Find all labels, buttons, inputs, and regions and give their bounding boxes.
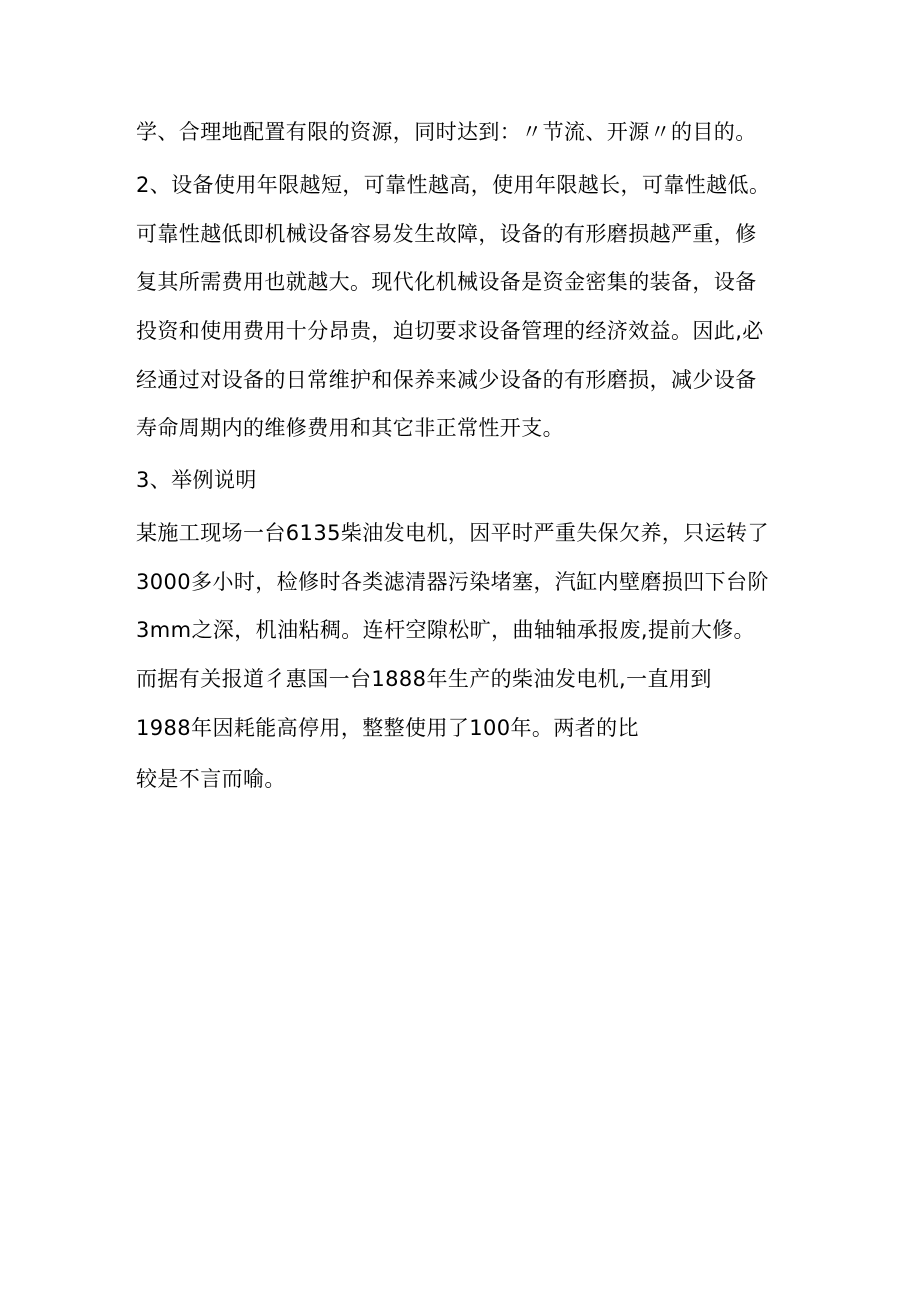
text-line-5: 投资和使用费用十分昂贵，迫切要求设备管理的经济效益。因此,必 [136, 319, 764, 343]
text-line-6: 经通过对设备的日常维护和保养来减少设备的有形磨损，减少设备 [136, 368, 757, 392]
section-heading: 3、举例说明 [136, 468, 257, 492]
text-line-12: 而据有关报道彳惠国一台1888年生产的柴油发电机,一直用到 [136, 667, 712, 691]
text-line-1: 学、合理地配置有限的资源，同时达到：〃节流、开源〃的目的。 [136, 120, 757, 144]
text-line-14: 较是不言而喻。 [136, 767, 286, 791]
text-line-11: 3mm之深，机油粘稠。连杆空隙松旷，曲轴轴承报废,提前大修。 [136, 618, 755, 642]
text-line-10: 3000多小时，检修时各类滤清器污染堵塞，汽缸内壁磨损凹下台阶 [136, 570, 769, 594]
text-line-4: 复其所需费用也就越大。现代化机械设备是资金密集的装备，设备 [136, 270, 757, 294]
text-line-3: 可靠性越低即机械设备容易发生故障，设备的有形磨损越严重，修 [136, 222, 757, 246]
text-line-13: 1988年因耗能高停用，整整使用了100年。两者的比 [136, 716, 639, 740]
text-line-2: 2、设备使用年限越短，可靠性越高，使用年限越长，可靠性越低。 [136, 173, 771, 197]
text-line-7: 寿命周期内的维修费用和其它非正常性开支。 [136, 416, 564, 440]
text-line-9: 某施工现场一台6135柴油发电机，因平时严重失保欠养，只运转了 [136, 521, 769, 545]
